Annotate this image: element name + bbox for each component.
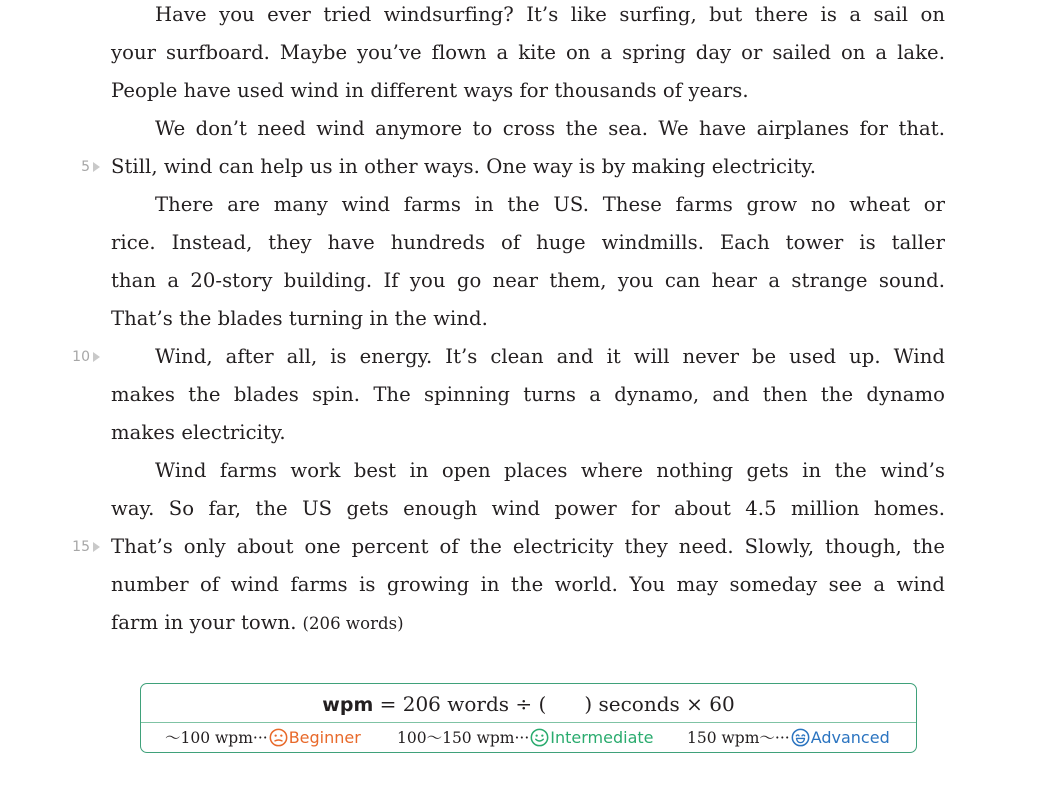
line-marker-arrow-icon — [93, 162, 100, 172]
neutral-face-icon — [269, 728, 288, 747]
level-range: 150 wpm～··· — [687, 729, 790, 747]
passage-line-text: That’s only about one percent of the electricity they need. Slowly, though, the — [111, 535, 945, 558]
line-number: 5 — [81, 159, 90, 175]
passage-line — [111, 452, 945, 490]
level-name: Advanced — [810, 728, 890, 747]
passage-line-text: makes electricity. — [111, 421, 286, 444]
line-number-marker — [0, 338, 100, 376]
passage-line — [111, 148, 945, 186]
line-marker-arrow-icon — [93, 542, 100, 552]
passage-line-text: farm in your town. — [111, 611, 297, 634]
wpm-formula — [141, 684, 916, 723]
passage-line — [111, 300, 945, 338]
passage-line — [111, 566, 945, 604]
passage-line-text: There are many wind farms in the US. These farms grow no wheat or — [155, 193, 945, 216]
reading-passage — [111, 0, 945, 642]
passage-line — [111, 490, 945, 528]
passage-line-text: makes the blades spin. The spinning turns a dynamo, and then the dynamo — [111, 383, 945, 406]
passage-line — [111, 224, 945, 262]
wpm-calculator-box — [140, 683, 917, 753]
level-beginner — [165, 723, 361, 753]
level-advanced — [687, 723, 890, 753]
passage-line-text: way. So far, the US gets enough wind power for about 4.5 million homes. — [111, 497, 945, 520]
passage-line — [111, 528, 945, 566]
passage-line — [111, 110, 945, 148]
passage-line-text: We don’t need wind anymore to cross the sea. We have airplanes for that. — [155, 117, 945, 140]
passage-line — [111, 262, 945, 300]
wpm-formula-end: ) seconds × 60 — [584, 692, 735, 716]
line-number: 10 — [72, 349, 90, 365]
passage-line-text: Have you ever tried windsurfing? It’s like surfing, but there is a sail on — [155, 3, 945, 26]
passage-line — [111, 72, 945, 110]
level-range: ～100 wpm··· — [165, 729, 268, 747]
passage-line — [111, 338, 945, 376]
level-range: 100～150 wpm··· — [397, 729, 530, 747]
passage-line-text: Still, wind can help us in other ways. One way is by making electricity. — [111, 155, 817, 178]
grin-face-icon — [791, 728, 810, 747]
line-marker-arrow-icon — [93, 352, 100, 362]
passage-line-text: rice. Instead, they have hundreds of huge windmills. Each tower is taller — [111, 231, 945, 254]
wpm-formula-text: = 206 words ÷ ( — [373, 692, 547, 716]
passage-line-text: Wind farms work best in open places where nothing gets in the wind’s — [155, 459, 945, 482]
line-number-marker — [0, 148, 100, 186]
passage-line — [111, 414, 945, 452]
level-intermediate — [397, 723, 654, 753]
passage-line — [111, 604, 945, 642]
reading-levels — [141, 723, 916, 753]
passage-line-text: your surfboard. Maybe you’ve flown a kite on a spring day or sailed on a lake. — [111, 41, 945, 64]
passage-line-text: than a 20-story building. If you go near them, you can hear a strange sound. — [111, 269, 945, 292]
word-count: (206 words) — [302, 614, 404, 633]
passage-line-text: People have used wind in different ways for thousands of years. — [111, 79, 749, 102]
passage-line — [111, 186, 945, 224]
level-name: Beginner — [288, 728, 361, 747]
line-number: 15 — [72, 539, 90, 555]
passage-line-text: Wind, after all, is energy. It’s clean and it will never be used up. Wind — [155, 345, 945, 368]
passage-line — [111, 376, 945, 414]
passage-line-text: That’s the blades turning in the wind. — [111, 307, 488, 330]
passage-line-text: number of wind farms is growing in the world. You may someday see a wind — [111, 573, 945, 596]
passage-line — [111, 34, 945, 72]
wpm-label: wpm — [322, 694, 374, 716]
line-number-marker — [0, 528, 100, 566]
passage-line — [111, 0, 945, 34]
smile-face-icon — [530, 728, 549, 747]
level-name: Intermediate — [550, 728, 654, 747]
